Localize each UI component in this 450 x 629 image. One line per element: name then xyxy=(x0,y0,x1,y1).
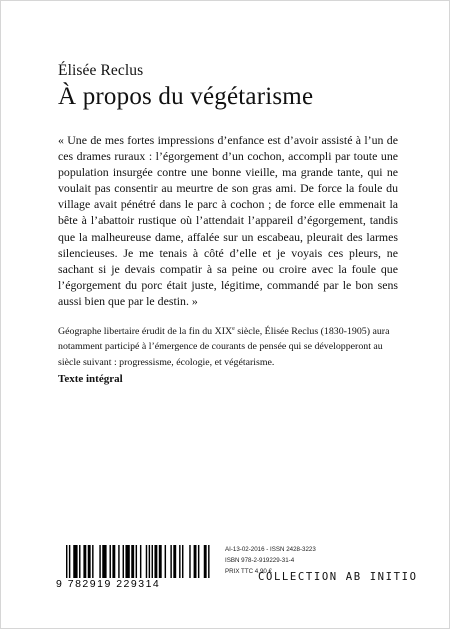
barcode-bar xyxy=(194,545,197,578)
book-title: À propos du végétarisme xyxy=(58,83,314,110)
barcode-bar xyxy=(170,545,171,578)
barcode-bar xyxy=(198,545,199,578)
barcode-bar xyxy=(66,545,67,578)
barcode-bar xyxy=(69,545,70,578)
barcode-bar xyxy=(118,545,119,578)
barcode-bar xyxy=(154,545,157,578)
barcode-bar xyxy=(146,545,147,578)
barcode-bar xyxy=(73,545,77,578)
barcode-bar xyxy=(125,545,129,578)
barcode-bar xyxy=(179,545,180,578)
collection-name: COLLECTION AB INITIO xyxy=(258,571,418,583)
barcode-bar xyxy=(208,545,209,578)
barcode-bar xyxy=(140,545,141,578)
barcode-bar xyxy=(152,545,153,578)
barcode-bar xyxy=(165,545,166,578)
author-bio xyxy=(58,322,400,370)
barcode-bar xyxy=(92,545,93,578)
barcode xyxy=(56,545,214,591)
bio-superscript: e xyxy=(232,326,235,332)
author-name: Élisée Reclus xyxy=(58,62,144,79)
barcode-bar xyxy=(110,545,111,578)
barcode-bar xyxy=(88,545,91,578)
isbn: ISBN 978-2-919229-31-4 xyxy=(225,557,295,564)
barcode-bar xyxy=(79,545,80,578)
barcode-bar xyxy=(182,545,183,578)
bio-text-end: siècle, Élisée Reclus (1830-1905) aura notamment participé à l’émergence de courants de pensée qui se développeront au siècle suivant : progressisme, écologie, et végétarisme. xyxy=(58,326,390,368)
barcode-bars xyxy=(56,545,214,581)
barcode-bar xyxy=(149,545,150,578)
barcode-bar xyxy=(173,545,176,578)
barcode-bar xyxy=(112,545,115,578)
barcode-bar xyxy=(159,545,162,578)
bio-text-start: Géographe libertaire érudit de la fin du XIX xyxy=(58,326,233,337)
barcode-bar xyxy=(123,545,124,578)
barcode-bar xyxy=(83,545,86,578)
price: PRIX TTC 4,90 € xyxy=(225,568,272,575)
legal-deposit-issn: AI-13-02-2016 - ISSN 2428-3223 xyxy=(225,546,316,553)
barcode-bar xyxy=(131,545,134,578)
barcode-bar xyxy=(204,545,207,578)
barcode-bar xyxy=(189,545,190,578)
quote-paragraph: « Une de mes fortes impressions d’enfance est d’avoir assisté à l’un de ces drames ruraux : l’égorgement d’un cochon, accompli par toute une population insurgée contre une bonne vieille, ma grande tante, qui ne voulait pas consentir au meurtre de son gras ami. De force la foule du village avait pénétré dans le parc à cochon ; de force elle emmenait la bête à l’abattoir rustique où l’attendait l’appareil d’égorgement, tandis que la malheureuse dame, affalée sur un escabeau, pleurait des larmes silencieuses. Je me tenais à côté d’elle et je voyais ces pleurs, ne sachant si je devais compatir à sa peine ou croire avec la foule que l’égorgement du porc était juste, légitime, commandé par le bon sens aussi bien que par le destin. » xyxy=(58,133,398,308)
barcode-digits: 9 782919 229314 xyxy=(56,578,161,590)
edition-note: Texte intégral xyxy=(58,373,123,385)
barcode-bar xyxy=(102,545,106,578)
barcode-bar xyxy=(99,545,100,578)
barcode-bar xyxy=(136,545,137,578)
